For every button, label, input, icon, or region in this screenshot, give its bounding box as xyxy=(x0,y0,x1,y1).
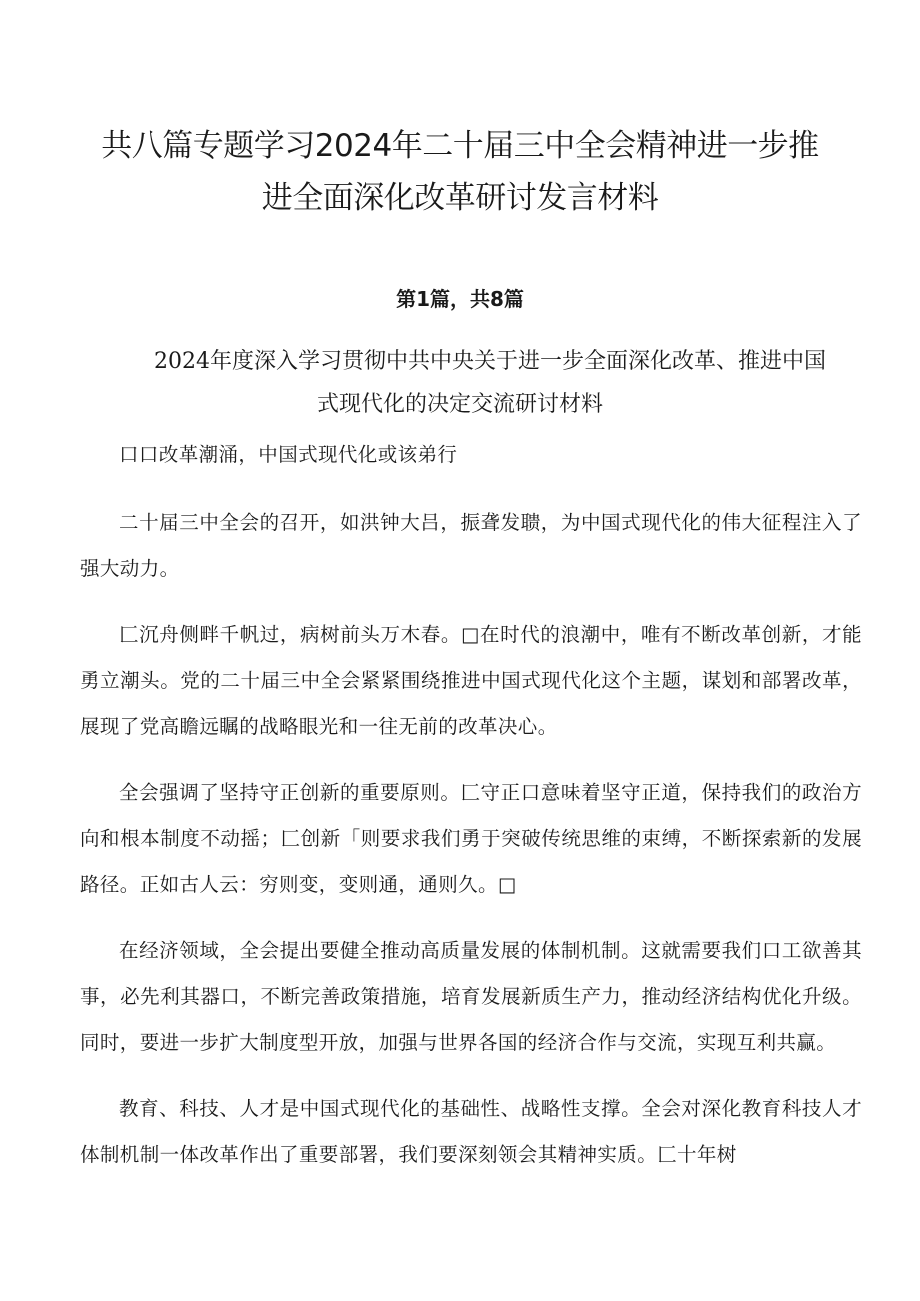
document-title xyxy=(60,120,860,224)
document-title-line-2: 进全面深化改革研讨发言材料 xyxy=(261,180,659,216)
paragraph: 二十届三中全会的召开，如洪钟大吕，振聋发聩，为中国式现代化的伟大征程注入了强大动力。 xyxy=(80,511,862,580)
section-label: 第1篇，共8篇 xyxy=(396,287,524,311)
article-title-line-1: 2024年度深入学习贯彻中共中央关于进一步全面深化改革、推进中国 xyxy=(154,349,826,374)
document-body xyxy=(80,432,862,1198)
article-title xyxy=(80,340,860,426)
paragraph: 匚沉舟侧畔千帆过，病树前头万木春。□在时代的浪潮中，唯有不断改革创新，才能勇立潮头。党的二十届三中全会紧紧围绕推进中国式现代化这个主题，谋划和部署改革，展现了党高瞻远瞩的战略眼光和一往无前的改革决心。 xyxy=(80,623,862,738)
paragraph: 在经济领域，全会提出要健全推动高质量发展的体制机制。这就需要我们口工欲善其事，必先利其器口，不断完善政策措施，培育发展新质生产力，推动经济结构优化升级。同时，要进一步扩大制度型开放，加强与世界各国的经济合作与交流，实现互利共赢。 xyxy=(80,939,862,1054)
article-title-line-2: 式现代化的决定交流研讨材料 xyxy=(316,392,603,417)
paragraph: 全会强调了坚持守正创新的重要原则。匚守正口意味着坚守正道，保持我们的政治方向和根本制度不动摇；匚创新「则要求我们勇于突破传统思维的束缚，不断探索新的发展路径。正如古人云：穷则变，变则通，通则久。□ xyxy=(80,781,862,896)
paragraph: 口口改革潮涌，中国式现代化或该弟行 xyxy=(119,443,458,466)
document-title-line-1: 共八篇专题学习2024年二十届三中全会精神进一步推 xyxy=(101,128,819,164)
paragraph: 教育、科技、人才是中国式现代化的基础性、战略性支撑。全会对深化教育科技人才体制机制一体改革作出了重要部署，我们要深刻领会其精神实质。匚十年树 xyxy=(80,1097,862,1166)
